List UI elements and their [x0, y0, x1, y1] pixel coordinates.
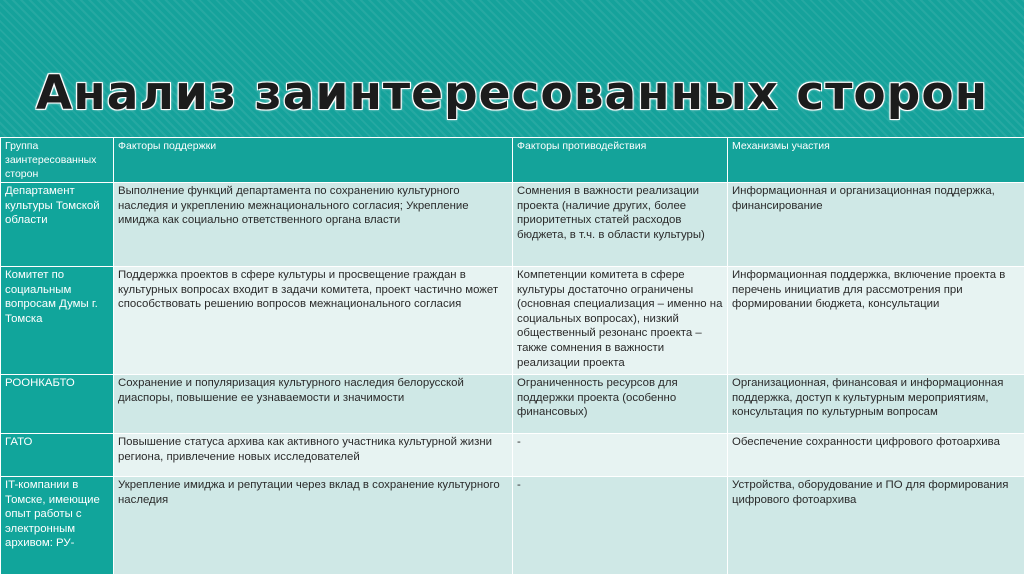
cell-group: IT-компании в Томске, имеющие опыт работы с электронным архивом: РУ- [1, 477, 114, 574]
cell-opposition: Компетенции комитета в сфере культуры достаточно ограничены (основная специализация – именно на социальных вопросах), низкий общественный резонанс проекта – также сомнения в важности реализации проекта [513, 267, 728, 375]
cell-opposition: - [513, 477, 728, 574]
cell-opposition: Сомнения в важности реализации проекта (наличие других, более приоритетных статей расходов бюджета, в т.ч. в области культуры) [513, 183, 728, 267]
cell-support: Укрепление имиджа и репутации через вклад в сохранение культурного наследия [114, 477, 513, 574]
header-opposition: Факторы противодействия [513, 138, 728, 183]
header-support: Факторы поддержки [114, 138, 513, 183]
cell-opposition: Ограниченность ресурсов для поддержки проекта (особенно финансовых) [513, 375, 728, 434]
cell-support: Выполнение функций департамента по сохранению культурного наследия и укреплению межнационального согласия; Укрепление имиджа как социально ответственного органа власти [114, 183, 513, 267]
cell-mechanisms: Информационная поддержка, включение проекта в перечень инициатив для рассмотрения при формировании бюджета, консультации [728, 267, 1024, 375]
cell-mechanisms: Обеспечение сохранности цифрового фотоархива [728, 434, 1024, 477]
cell-support: Повышение статуса архива как активного участника культурной жизни региона, привлечение новых исследователей [114, 434, 513, 477]
cell-group: ГАТО [1, 434, 114, 477]
stakeholder-table [0, 137, 1024, 574]
slide-title: Анализ заинтересованных сторон [35, 66, 989, 121]
header-mechanisms: Механизмы участия [728, 138, 1024, 183]
cell-support: Поддержка проектов в сфере культуры и просвещение граждан в культурных вопросах входит в задачи комитета, проект частично может способствовать решению вопросов межнационального согласия [114, 267, 513, 375]
table-row [1, 375, 1024, 434]
table-header-row [1, 138, 1024, 183]
cell-opposition: - [513, 434, 728, 477]
cell-mechanisms: Организационная, финансовая и информационная поддержка, доступ к культурным мероприятиям, консультация по культурным вопросам [728, 375, 1024, 434]
cell-group: Комитет по социальным вопросам Думы г. Томска [1, 267, 114, 375]
table-row [1, 434, 1024, 477]
header-group: Группа заинтересованных сторон [1, 138, 114, 183]
table-row [1, 183, 1024, 267]
cell-mechanisms: Информационная и организационная поддержка, финансирование [728, 183, 1024, 267]
cell-group: РООНКАБТО [1, 375, 114, 434]
table [0, 137, 1024, 574]
cell-group: Департамент культуры Томской области [1, 183, 114, 267]
table-row [1, 267, 1024, 375]
cell-mechanisms: Устройства, оборудование и ПО для формирования цифрового фотоархива [728, 477, 1024, 574]
table-row [1, 477, 1024, 574]
cell-support: Сохранение и популяризация культурного наследия белорусской диаспоры, повышение ее узнаваемости и значимости [114, 375, 513, 434]
